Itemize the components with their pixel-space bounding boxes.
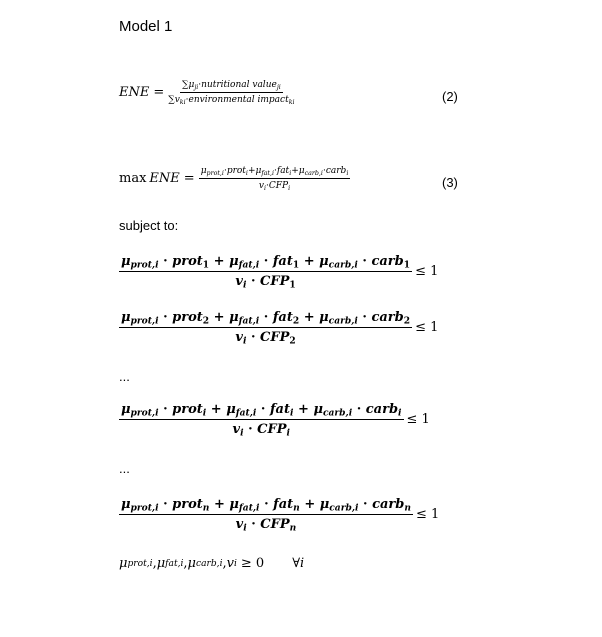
carb-term: carb	[365, 402, 399, 417]
mu-symbol: μ	[255, 166, 262, 176]
subscript: fat,i	[235, 407, 257, 419]
plus-operator: +	[247, 166, 256, 176]
cfp-term: CFP	[260, 274, 290, 289]
subscript: i	[289, 169, 292, 177]
fat-term: fat	[276, 166, 290, 176]
eq2-den-term: environmental impact	[188, 95, 289, 105]
constraint-2	[119, 310, 438, 345]
comma: ,	[183, 556, 188, 571]
subscript: prot,i	[130, 315, 159, 327]
cfp-term: CFP	[260, 330, 290, 345]
cfp-term: CFP	[257, 422, 287, 437]
subscript: 1	[292, 259, 300, 271]
subscript: carb,i	[304, 169, 323, 177]
cfp-term: CFP	[268, 181, 289, 191]
subscript: ji	[276, 83, 281, 91]
fat-term: fat	[272, 254, 293, 269]
eq2-denominator	[168, 93, 294, 105]
subscript: 2	[202, 315, 210, 327]
eq3-lhs: ENE	[149, 171, 180, 186]
fat-term: fat	[269, 402, 290, 417]
prot-term: prot	[172, 497, 203, 512]
subscript: i	[346, 169, 349, 177]
subscript: fat,i	[238, 502, 260, 514]
equation-2	[119, 80, 295, 105]
mu-symbol: μ	[121, 254, 131, 269]
dot-operator: ·	[163, 254, 168, 269]
mu-symbol: μ	[119, 556, 128, 571]
carb-term: carb	[371, 310, 404, 325]
dot-operator: ·	[163, 310, 168, 325]
equation-3-number: (3)	[442, 175, 458, 190]
plus-operator: +	[303, 310, 315, 325]
constraint-i-relation: ≤ 1	[406, 412, 430, 427]
constraint-1-fraction	[119, 254, 412, 289]
constraint-n-denominator	[236, 515, 297, 532]
subscript: fat,i	[261, 169, 274, 177]
subscript: prot,i	[130, 407, 159, 419]
constraint-n-fraction	[119, 497, 413, 532]
dot-operator: ·	[260, 402, 266, 417]
nonnegativity-constraint: μ prot,i , μ fat,i , μ carb,i , v i ≥ 0 ∀i	[119, 556, 305, 571]
ellipsis: ...	[119, 461, 130, 476]
subscript: ki	[179, 98, 186, 106]
nonneg-relation: ≥ 0	[240, 556, 265, 571]
constraint-i-fraction	[119, 402, 404, 437]
constraint-2-relation: ≤ 1	[415, 320, 439, 335]
subscript: n	[404, 502, 411, 514]
plus-operator: +	[213, 254, 225, 269]
dot-operator: ·	[264, 497, 269, 512]
plus-operator: +	[210, 402, 222, 417]
constraint-n	[119, 497, 439, 532]
plus-operator: +	[213, 497, 225, 512]
dot-operator: ·	[185, 95, 189, 105]
eq3-denominator	[259, 179, 290, 191]
subscript: i	[245, 169, 248, 177]
carb-term: carb	[372, 497, 405, 512]
dot-operator: ·	[223, 166, 227, 176]
carb-term: carb	[371, 254, 404, 269]
mu-symbol: μ	[229, 497, 239, 512]
eq2-equals: =	[153, 85, 165, 100]
constraint-1-numerator	[119, 254, 412, 272]
subscript: 1	[403, 259, 411, 271]
subscript: carb,i	[329, 502, 359, 514]
v-symbol: v	[226, 556, 234, 571]
subscript: 1	[202, 259, 210, 271]
prot-term: prot	[226, 166, 246, 176]
subscript: 2	[403, 315, 411, 327]
constraint-1-denominator	[235, 272, 295, 289]
fat-term: fat	[272, 310, 293, 325]
dot-operator: ·	[362, 254, 367, 269]
subscript: i	[290, 407, 294, 419]
mu-symbol: μ	[298, 166, 305, 176]
constraint-1	[119, 254, 438, 289]
constraint-1-relation: ≤ 1	[415, 264, 439, 279]
subscript: n	[202, 502, 210, 514]
ellipsis: ...	[119, 369, 130, 384]
subscript: n	[289, 522, 297, 534]
subscript: fat,i	[238, 259, 260, 271]
dot-operator: ·	[322, 166, 326, 176]
constraint-i-denominator	[233, 420, 290, 437]
mu-symbol: μ	[156, 556, 166, 571]
mu-symbol: μ	[229, 310, 239, 325]
mu-symbol: μ	[319, 254, 329, 269]
equation-2-number: (2)	[442, 89, 458, 104]
subscript: carb,i	[328, 259, 358, 271]
subscript: prot,i	[130, 502, 159, 514]
fat-term: fat	[273, 497, 294, 512]
mu-symbol: μ	[319, 310, 329, 325]
subscript: i	[286, 427, 290, 439]
mu-symbol: μ	[313, 402, 323, 417]
plus-operator: +	[303, 254, 315, 269]
carb-term: carb	[325, 166, 347, 176]
constraint-2-denominator	[235, 328, 295, 345]
subscript: carb,i	[322, 407, 353, 419]
dot-operator: ·	[248, 422, 253, 437]
dot-operator: ·	[363, 497, 368, 512]
dot-operator: ·	[163, 497, 168, 512]
dot-operator: ·	[266, 181, 269, 191]
subscript: fat,i	[238, 315, 260, 327]
mu-symbol: μ	[229, 254, 239, 269]
eq3-max: max	[119, 171, 147, 186]
subscript: i	[202, 407, 207, 419]
subscript: 2	[289, 335, 296, 347]
mu-symbol: μ	[188, 80, 195, 90]
subscript: n	[293, 502, 300, 514]
v-symbol: v	[235, 274, 243, 289]
v-symbol: v	[235, 517, 244, 532]
v-symbol: v	[174, 95, 180, 105]
plus-operator: +	[298, 402, 309, 417]
subscript: 1	[289, 279, 296, 291]
plus-operator: +	[213, 310, 225, 325]
dot-operator: ·	[250, 330, 256, 345]
subscript: i	[243, 522, 247, 534]
subscript: i	[264, 184, 267, 192]
constraint-2-fraction	[119, 310, 412, 345]
subscript: prot,i	[206, 169, 224, 177]
mu-symbol: μ	[226, 402, 236, 417]
eq3-fraction	[199, 166, 351, 191]
constraint-2-numerator	[119, 310, 412, 328]
subscript: i	[242, 335, 247, 347]
sum-symbol: ∑	[168, 95, 175, 105]
dot-operator: ·	[250, 274, 256, 289]
subscript: i	[242, 279, 247, 291]
eq2-lhs: ENE	[119, 85, 150, 100]
v-symbol: v	[258, 181, 264, 191]
subscript: i	[240, 427, 244, 439]
eq2-numerator	[180, 80, 283, 93]
prot-term: prot	[172, 402, 203, 417]
plus-operator: +	[304, 497, 316, 512]
dot-operator: ·	[198, 80, 202, 90]
prot-term: prot	[172, 254, 203, 269]
mu-symbol: μ	[121, 310, 131, 325]
mu-symbol: μ	[187, 556, 196, 571]
comma: ,	[222, 556, 227, 571]
section-heading: Model 1	[119, 18, 173, 35]
constraint-i	[119, 402, 430, 437]
constraint-i-numerator	[119, 402, 404, 420]
constraint-n-numerator	[119, 497, 413, 515]
equation-3	[119, 166, 350, 191]
mu-symbol: μ	[121, 497, 131, 512]
dot-operator: ·	[356, 402, 362, 417]
prot-term: prot	[172, 310, 203, 325]
forall-quantifier: ∀i	[292, 556, 305, 571]
subscript: i	[288, 184, 291, 192]
plus-operator: +	[291, 166, 299, 176]
subscript: ji	[194, 83, 199, 91]
comma: ,	[152, 556, 157, 571]
sum-symbol: ∑	[182, 80, 189, 90]
v-symbol: v	[232, 422, 241, 437]
mu-symbol: μ	[200, 166, 207, 176]
eq2-fraction	[168, 80, 294, 105]
subscript: ki	[288, 98, 295, 106]
subscript: 2	[292, 315, 300, 327]
eq3-equals: =	[183, 171, 195, 186]
dot-operator: ·	[251, 517, 256, 532]
v-symbol: v	[235, 330, 243, 345]
eq3-numerator	[199, 166, 351, 179]
dot-operator: ·	[263, 254, 269, 269]
cfp-term: CFP	[260, 517, 290, 532]
subscript: carb,i	[328, 315, 358, 327]
dot-operator: ·	[263, 310, 269, 325]
dot-operator: ·	[163, 402, 168, 417]
subscript: i	[398, 407, 402, 419]
eq2-num-term: nutritional value	[201, 80, 277, 90]
subscript: prot,i	[130, 259, 159, 271]
mu-symbol: μ	[121, 402, 131, 417]
subject-to-label: subject to:	[119, 218, 179, 233]
constraint-n-relation: ≤ 1	[415, 507, 440, 522]
mu-symbol: μ	[319, 497, 330, 512]
dot-operator: ·	[362, 310, 367, 325]
dot-operator: ·	[273, 166, 277, 176]
